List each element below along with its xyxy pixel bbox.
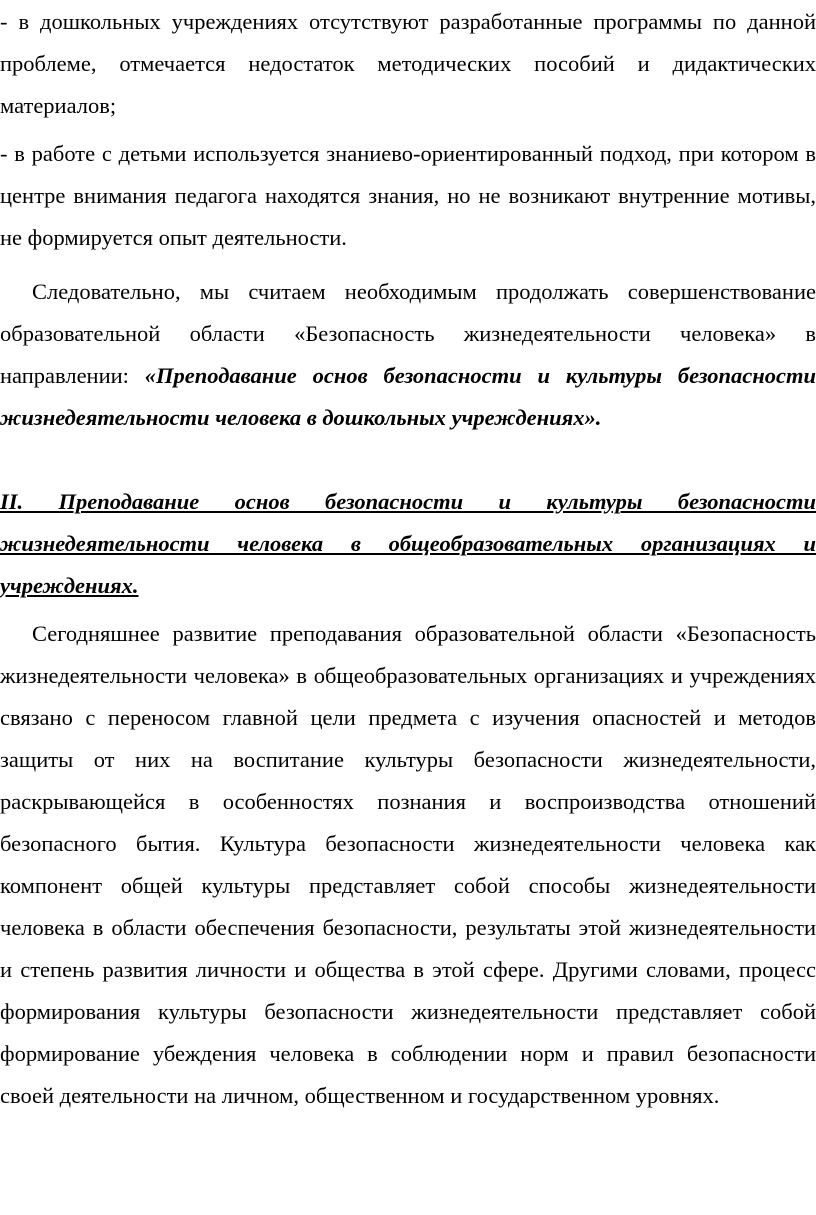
bullet-item-approach: - в работе с детьми используется знаниево-ориентированный подход, при котором в центре внимания педагога находятся знания, но не возникают внутренние мотивы, не формируется опыт деятельности. [0,141,816,250]
body-paragraph: Сегодняшнее развитие преподавания образовательной области «Безопасность жизнедеятельности человека» в общеобразовательных организациях и учреждениях связано с переносом главной цели предмета с изучения опасностей и методов защиты от них на воспитание культуры безопасности жизнедеятельности, раскрывающейся в особенностях познания и воспроизводства отношений безопасного бытия. Культура безопасности жизнедеятельности человека как компонент общей культуры представляет собой способы жизнедеятельности человека в области обеспечения безопасности, результаты этой жизнедеятельности и степень развития личности и общества в этой сфере. Другими словами, процесс формирования культуры безопасности жизнедеятельности представляет собой формирование убеждения человека в соблюдении норм и правил безопасности своей деятельности на личном, общественном и государственном уровнях. [0,621,816,1108]
conclusion-emphasis: «Преподавание основ безопасности и культуры безопасности жизнедеятельности человека в дошкольных учреждениях». [0,363,816,430]
conclusion-lead: Следовательно, мы считаем необходимым продолжать совершенствование образовательной области «Безопасность жизнедеятельности человека» в направлении: [0,279,816,388]
section-heading: II. Преподавание основ безопасности и культуры безопасности жизнедеятельности человека в общеобразовательных организациях и учреждениях. [0,489,816,598]
conclusion-paragraph [0,271,816,439]
bullet-item-programs: - в дошкольных учреждениях отсутствуют разработанные программы по данной проблеме, отмечается недостаток методических пособий и дидактических материалов; [0,9,816,118]
